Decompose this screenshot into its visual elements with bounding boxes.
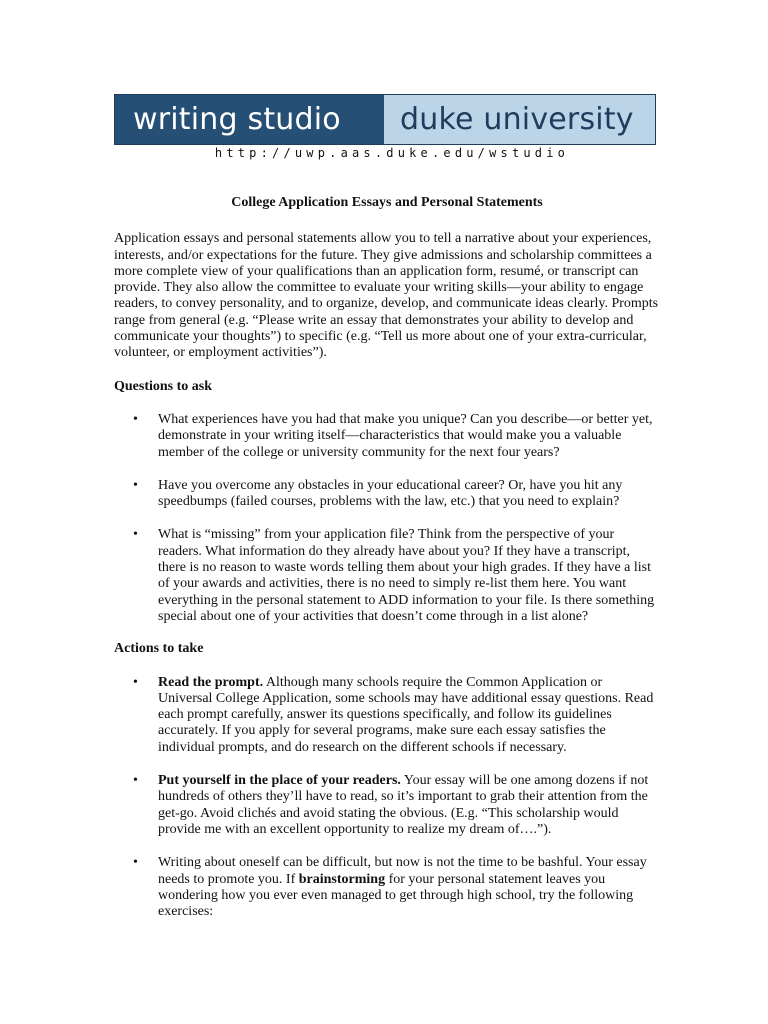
bullet-icon: •	[133, 527, 138, 543]
action-item	[114, 773, 660, 838]
bullet-icon: •	[133, 773, 138, 789]
bullet-icon: •	[133, 855, 138, 871]
action-body-text-before: Writing about oneself can be difficult, but now is not the time to be bashful. Your essay needs to promote you. If	[158, 855, 647, 887]
action-body-text: Although many schools require the Common Application or Universal College Application, some schools may have additional essay questions. Read each prompt carefully, answer its questions specifically, and follow its guidelines accurately. If you apply for several programs, make sure each essay satisfies the individual prompts, and do research on the different schools if necessary.	[158, 674, 654, 755]
actions-heading: Actions to take	[114, 641, 204, 657]
actions-list	[114, 675, 660, 921]
action-lead-text: Put yourself in the place of your readers.	[158, 773, 401, 789]
questions-heading: Questions to ask	[114, 378, 213, 394]
writing-studio-banner	[114, 94, 656, 145]
banner-duke-university-text: duke university	[384, 95, 655, 144]
document-body	[114, 195, 660, 936]
banner-writing-studio-text: writing studio	[115, 95, 384, 144]
bullet-icon: •	[133, 674, 138, 690]
question-item	[114, 478, 660, 511]
intro-paragraph: Application essays and personal statements allow you to tell a narrative about your experiences, interests, and/or expectations for the future. They give admissions and scholarship committees a more complete view of your qualifications than an application form, resumé, or transcript can provide. They also allow the committee to evaluate your writing skills—your ability to engage readers, to convey personality, and to organize, develop, and communicate ideas clearly. Prompts range from general (e.g. “Please write an essay that demonstrates your ability to develop and communicate your thoughts”) to specific (e.g. “Tell us more about one of your extra-curricular, volunteer, or employment activities”).	[114, 231, 659, 361]
action-item	[114, 675, 660, 756]
brainstorming-term: brainstorming	[298, 871, 386, 887]
questions-list	[114, 412, 660, 625]
document-title: College Application Essays and Personal Statements	[231, 195, 543, 210]
action-body-text: Your essay will be one among dozens if not hundreds of others they’ll have to read, so it’s important to grab their attention from the get-go. Avoid clichés and avoid stating the obvious. (E.g. “This scholarship would provide me with an excellent opportunity to realize my dream of….”).	[158, 773, 649, 837]
question-text: What experiences have you had that make you unique? Can you describe—or better yet, demonstrate in your writing itself—characteristics that would make you a valuable member of the college or university community for the next four years?	[158, 411, 653, 460]
question-text: Have you overcome any obstacles in your educational career? Or, have you hit any speedbumps (failed courses, problems with the law, etc.) that you need to explain?	[158, 477, 623, 510]
question-text: What is “missing” from your application file? Think from the perspective of your readers. What information do they already have about you? If they have a transcript, there is no reason to waste words telling them about your high grades. If they have a list of your awards and activities, there is no need to simply re-list them here. You want everything in the personal statement to ADD information to your file. Is there something special about one of your activities that doesn’t come through in a list alone?	[158, 527, 655, 624]
action-body-text-after: for your personal statement leaves you wondering how you ever even managed to get through high school, try the following exercises:	[158, 871, 634, 920]
bullet-icon: •	[133, 411, 138, 427]
website-url-link[interactable]: http://uwp.aas.duke.edu/wstudio	[214, 146, 570, 160]
question-item	[114, 527, 660, 625]
action-item	[114, 855, 660, 920]
website-url	[0, 146, 768, 160]
action-lead-text: Read the prompt.	[158, 674, 264, 690]
bullet-icon: •	[133, 477, 138, 493]
question-item	[114, 412, 660, 461]
